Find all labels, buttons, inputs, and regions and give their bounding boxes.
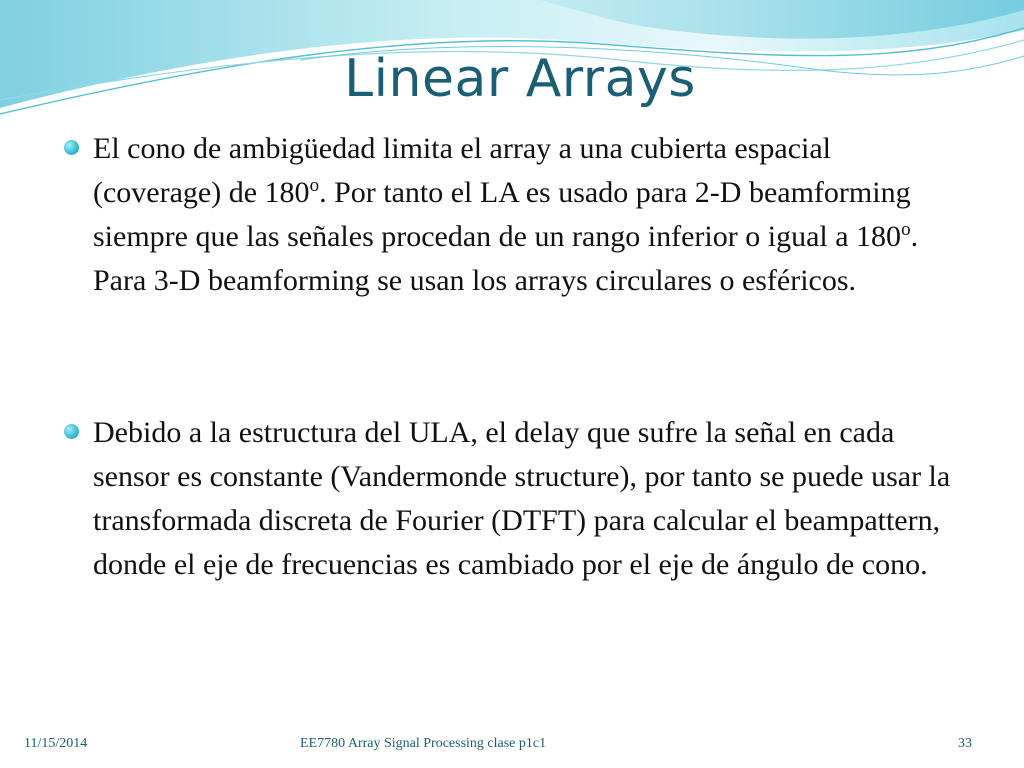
bullet-text-part: . Para 3-D beamforming se usan los arrays circulares o esféricos. [93,220,919,297]
bullet-text-part: El cono de ambigüedad limita el array a una cubierta espacial (coverage) de 180 [93,132,832,209]
degree-superscript: o [309,175,320,196]
bullet-text [93,127,964,303]
bullet-item [64,411,964,587]
slide-title: Linear Arrays [344,49,696,109]
footer-course: EE7780 Array Signal Processing clase p1c1 [300,736,547,751]
footer-date: 11/15/2014 [24,736,88,751]
bullet-item [64,127,964,303]
footer-page-number: 33 [958,736,972,751]
bullet-dot-icon [64,424,79,439]
bullet-dot-icon [64,140,79,155]
bullet-text: Debido a la estructura del ULA, el delay que sufre la señal en cada sensor es constante (Vandermonde structure), por tanto se puede usar la transformada discreta de Fourier (DTFT) para calcular el beampattern, donde el eje de frecuencias es cambiado por el eje de ángulo de cono. [93,416,951,581]
degree-superscript: o [901,219,911,240]
bullet-text-part: . Por tanto el LA es usado para 2-D beamforming siempre que las señales procedan de un rango inferior o igual a 180 [93,176,911,253]
